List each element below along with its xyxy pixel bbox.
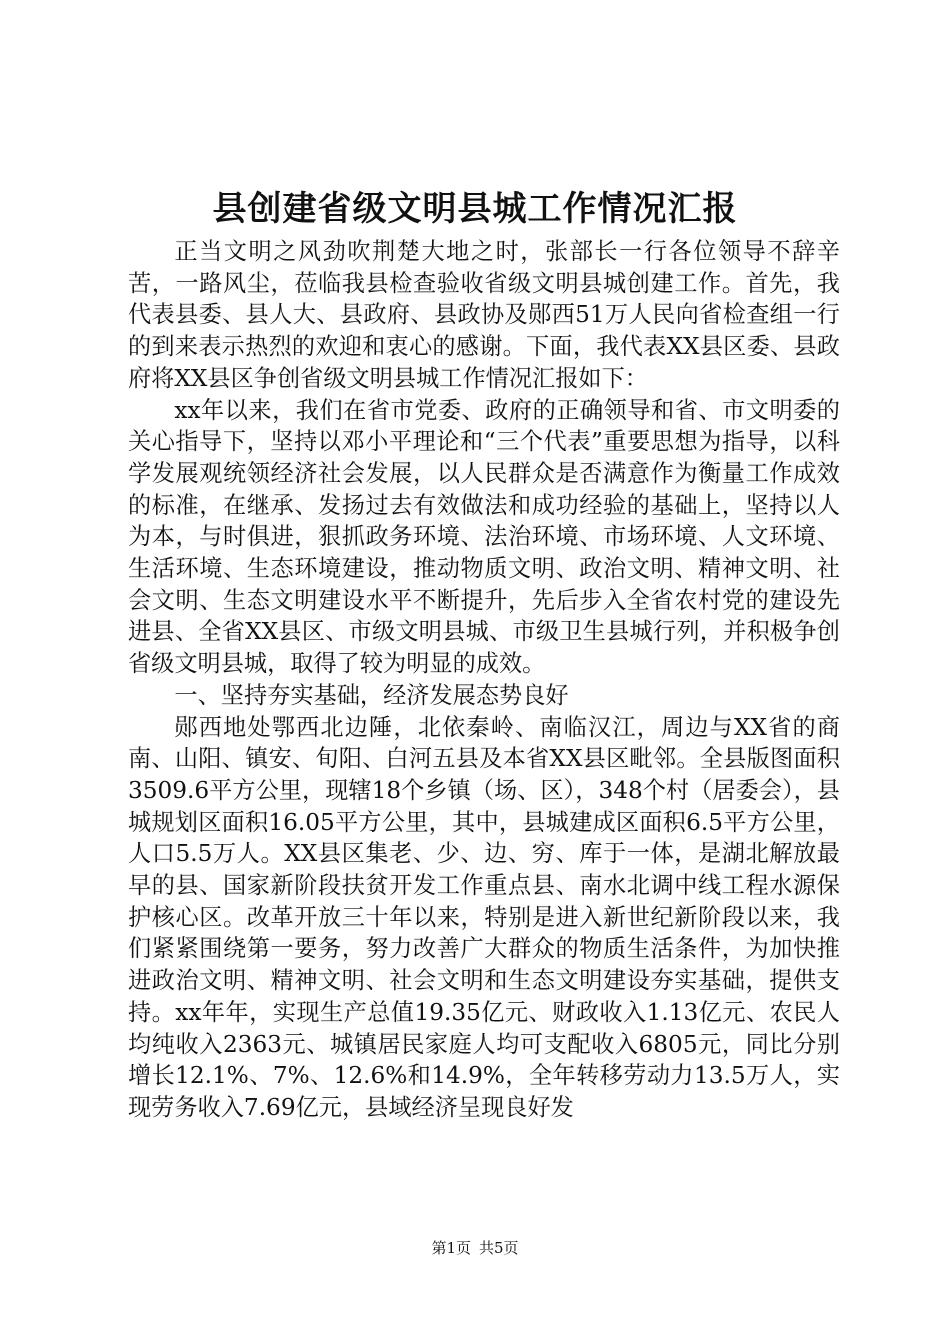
paragraph-intro: 正当文明之风劲吹荆楚大地之时，张部长一行各位领导不辞辛苦，一路风尘，莅临我县检查验收省级文明县城创建工作。首先，我代表县委、县人大、县政府、县政协及郧西51万人民向省检查组一行的到来表示热烈的欢迎和衷心的感谢。下面，我代表XX县区委、县政府将XX县区争创省级文明县城工作情况汇报如下： xyxy=(128,238,840,392)
document-title: 县创建省级文明县城工作情况汇报 xyxy=(212,189,738,229)
document-body xyxy=(128,236,840,1124)
page-total: 共5页 xyxy=(479,1239,519,1257)
paragraph-economy: 郧西地处鄂西北边陲，北依秦岭、南临汉江，周边与XX省的商南、山阳、镇安、旬阳、白河五县及本省XX县区毗邻。全县版图面积3509.6平方公里，现辖18个乡镇（场、区），348个村（居委会），县城规划区面积16.05平方公里，其中，县城建成区面积6.5平方公里，人口5.5万人。XX县区集老、少、边、穷、库于一体，是湖北解放最早的县、国家新阶段扶贫开发工作重点县、南水北调中线工程水源保护核心区。改革开放三十年以来，特别是进入新世纪新阶段以来，我们紧紧围绕第一要务，努力改善广大群众的物质生活条件，为加快推进政治文明、精神文明、社会文明和生态文明建设夯实基础，提供支持。xx年年，实现生产总值19.35亿元、财政收入1.13亿元、农民人均纯收入2363元、城镇居民家庭人均可支配收入6805元，同比分别增长12.1%、7%、12.6%和14.9%，全年转移劳动力13.5万人，实现劳务收入7.69亿元，县域经济呈现良好发 xyxy=(128,713,840,1121)
paragraph-overview: xx年以来，我们在省市党委、政府的正确领导和省、市文明委的关心指导下，坚持以邓小平理论和“三个代表”重要思想为指导，以科学发展观统领经济社会发展，以人民群众是否满意作为衡量工作成效的标准，在继承、发扬过去有效做法和成功经验的基础上，坚持以人为本，与时俱进，狠抓政务环境、法治环境、市场环境、人文环境、生活环境、生态环境建设，推动物质文明、政治文明、精神文明、社会文明、生态文明建设水平不断提升，先后步入全省农村党的建设先进县、全省XX县区、市级文明县城、市级卫生县城行列，并积极争创省级文明县城，取得了较为明显的成效。 xyxy=(128,396,840,678)
page-number: 第1页 xyxy=(431,1239,471,1257)
page-footer xyxy=(0,1238,950,1258)
section-heading-1: 一、坚持夯实基础，经济发展态势良好 xyxy=(174,681,569,709)
